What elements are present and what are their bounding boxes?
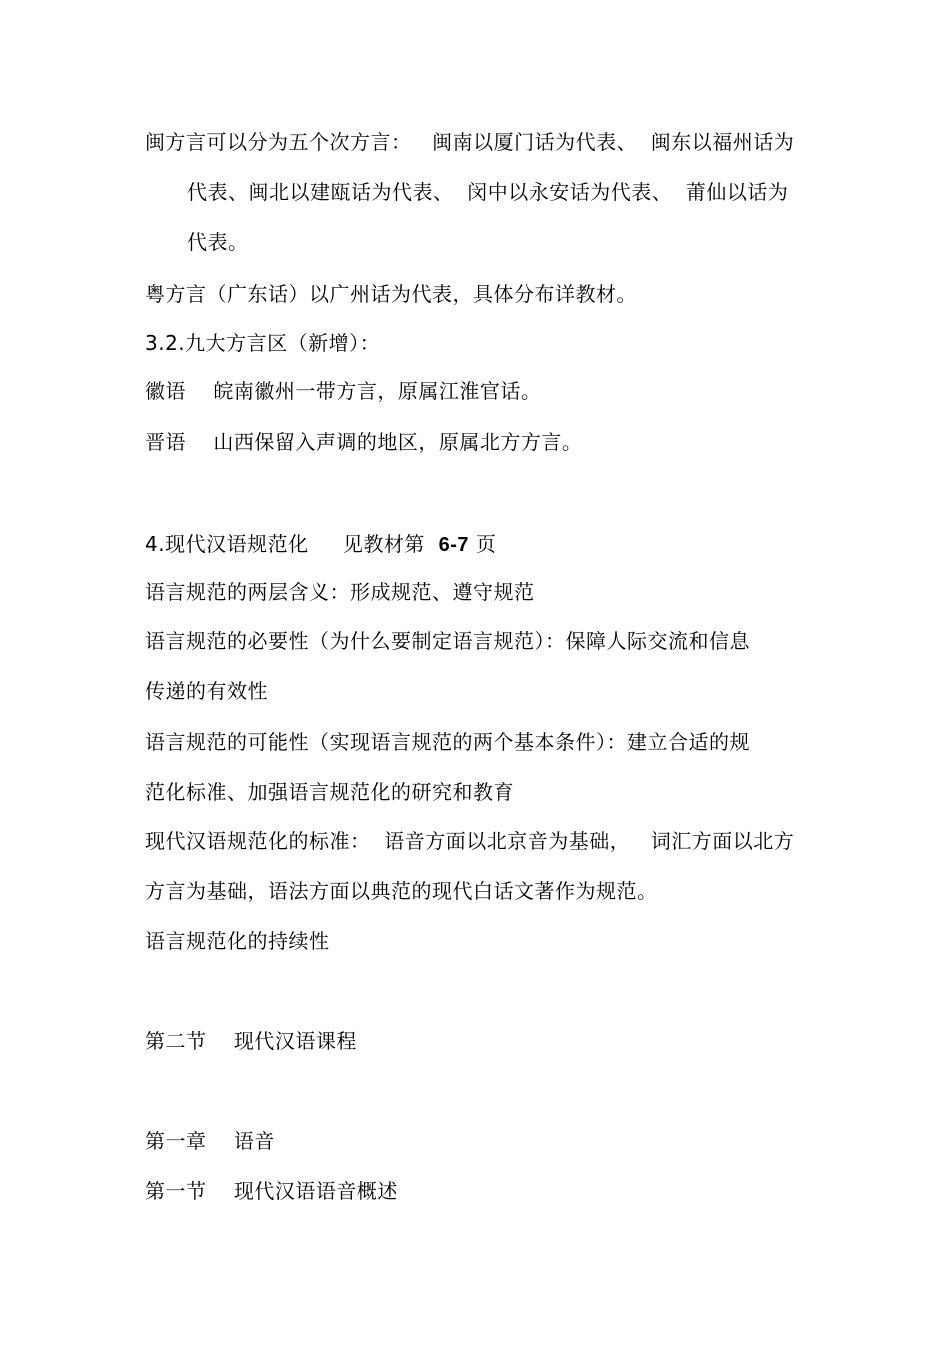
paragraph-hui-dialect: 徽语 皖南徽州一带方言，原属江淮官话。: [145, 379, 542, 403]
paragraph-possibility-1: 语言规范的可能性（实现语言规范的两个基本条件）：建立合适的规: [145, 730, 750, 754]
heading-section-2: 第二节 现代汉语课程: [145, 1029, 357, 1053]
heading-chapter-1: 第一章 语音: [145, 1129, 275, 1153]
paragraph-min-dialect-1: 闽方言可以分为五个次方言： 闽南以厦门话为代表、 闽东以福州话为: [145, 130, 795, 154]
paragraph-necessity-2: 传递的有效性: [145, 679, 268, 703]
heading-standardization-suffix: 页: [469, 532, 497, 556]
heading-section-1: 第一节 现代汉语语音概述: [145, 1179, 398, 1203]
heading-nine-dialect-areas: 3.2.九大方言区（新增）：: [145, 331, 381, 355]
paragraph-min-dialect-2: 代表、闽北以建瓯话为代表、 闵中以永安话为代表、 莆仙以话为: [187, 180, 789, 204]
paragraph-possibility-2: 范化标准、加强语言规范化的研究和教育: [145, 780, 514, 804]
paragraph-two-meanings: 语言规范的两层含义：形成规范、遵守规范: [145, 580, 535, 604]
paragraph-continuity: 语言规范化的持续性: [145, 929, 330, 953]
heading-standardization-prefix: 4.现代汉语规范化 见教材第: [145, 532, 439, 556]
paragraph-yue-dialect: 粤方言（广东话）以广州话为代表，具体分布详教材。: [145, 282, 637, 306]
paragraph-standards-1: 现代汉语规范化的标准： 语音方面以北京音为基础， 词汇方面以北方: [145, 829, 795, 853]
heading-standardization: [145, 532, 496, 557]
paragraph-necessity-1: 语言规范的必要性（为什么要制定语言规范）：保障人际交流和信息: [145, 629, 750, 653]
paragraph-standards-2: 方言为基础，语法方面以典范的现代白话文著作为规范。: [145, 879, 658, 903]
page-range: 6-7: [438, 534, 469, 556]
paragraph-min-dialect-3: 代表。: [187, 230, 249, 254]
paragraph-jin-dialect: 晋语 山西保留入声调的地区，原属北方方言。: [145, 430, 583, 454]
